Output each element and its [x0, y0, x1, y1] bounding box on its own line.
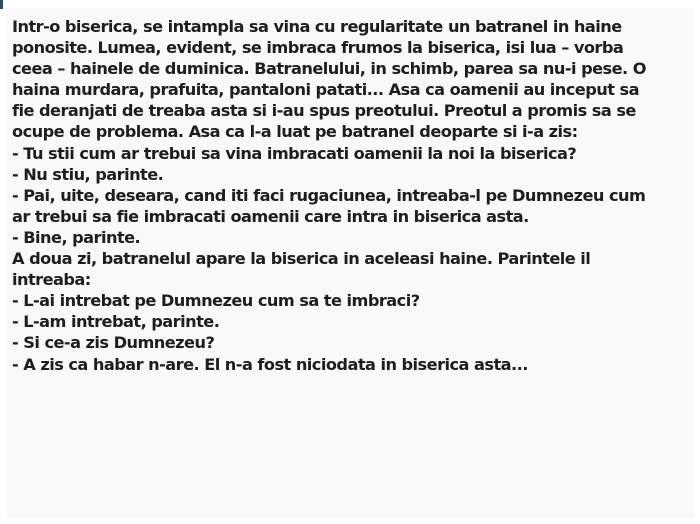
text-line: A doua zi, batranelul apare la biserica in aceleasi haine. Parintele il: [12, 249, 591, 269]
text-line: intreaba:: [12, 270, 91, 290]
text-line: ocupe de problema. Asa ca l-a luat pe batranel deoparte si i-a zis:: [12, 122, 578, 142]
story-text: [12, 16, 688, 375]
text-line: fie deranjati de treaba asta si i-au spus preotului. Preotul a promis sa se: [12, 101, 636, 121]
dialogue-line: - Si ce-a zis Dumnezeu?: [12, 333, 215, 353]
corner-mark: [0, 0, 3, 9]
text-page: [6, 8, 694, 518]
dialogue-line: ar trebui sa fie imbracati oamenii care intra in biserica asta.: [12, 206, 529, 226]
text-line: ceea – hainele de duminica. Batranelului, in schimb, parea sa nu-i pese. O: [12, 59, 646, 79]
dialogue-line: - Tu stii cum ar trebui sa vina imbracati oamenii la noi la biserica?: [12, 143, 577, 163]
text-line: haina murdara, prafuita, pantaloni patati... Asa ca oamenii au inceput sa: [12, 80, 639, 100]
dialogue-line: - Bine, parinte.: [12, 227, 141, 247]
dialogue-line: - L-am intrebat, parinte.: [12, 312, 220, 332]
text-line: Intr-o biserica, se intampla sa vina cu regularitate un batranel in haine: [12, 17, 622, 36]
dialogue-line: - Pai, uite, deseara, cand iti faci rugaciunea, intreaba-l pe Dumnezeu cum: [12, 185, 646, 205]
text-line: ponosite. Lumea, evident, se imbraca frumos la biserica, isi lua – vorba: [12, 38, 624, 58]
dialogue-line: - A zis ca habar n-are. El n-a fost niciodata in biserica asta...: [12, 354, 528, 374]
dialogue-line: - L-ai intrebat pe Dumnezeu cum sa te imbraci?: [12, 291, 420, 311]
dialogue-line: - Nu stiu, parinte.: [12, 164, 164, 184]
